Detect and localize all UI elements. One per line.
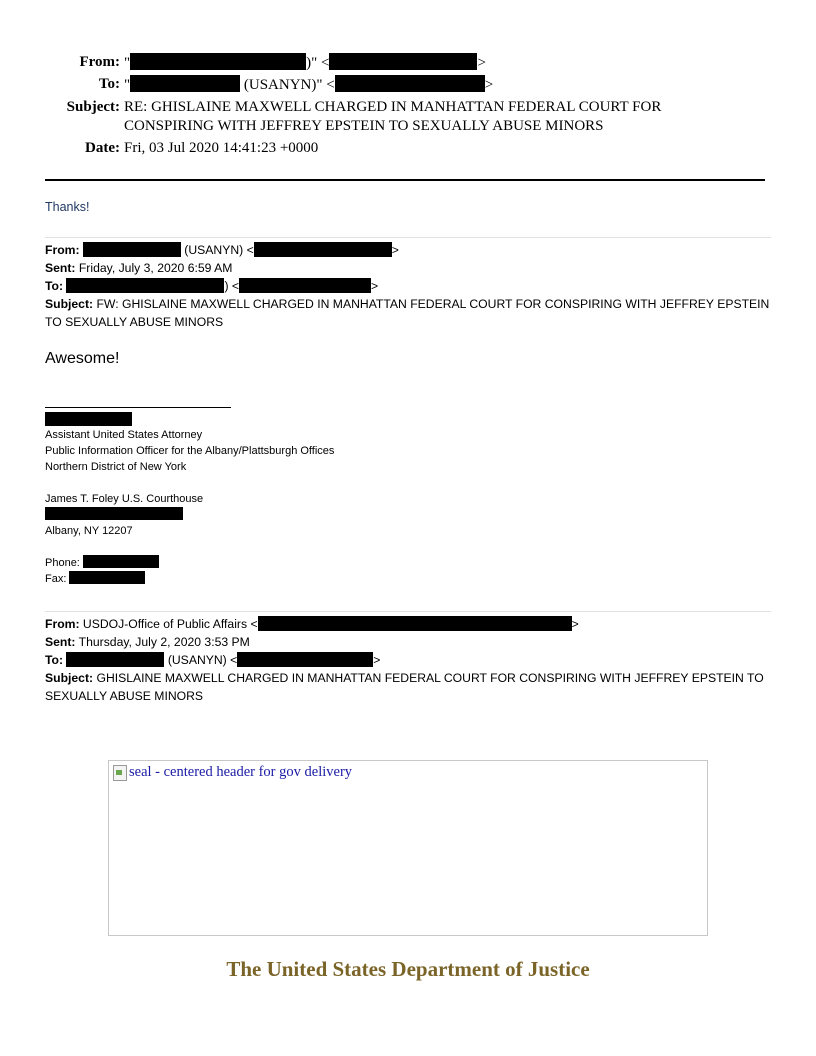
redaction	[83, 555, 159, 568]
redaction	[258, 616, 572, 631]
header-divider	[45, 179, 765, 181]
fw2-subject-row	[45, 669, 771, 705]
address-block	[45, 491, 203, 539]
seal-alt-text: seal - centered header for gov delivery	[129, 764, 353, 780]
redaction	[237, 652, 373, 667]
to-quote: "	[124, 77, 131, 93]
fax-label: Fax:	[45, 573, 67, 585]
fw2-subject-value: GHISLAINE MAXWELL CHARGED IN MANHATTAN FEDERAL COURT FOR CONSPIRING WITH JEFFREY EPSTEIN TO SEXUALLY ABUSE MINORS	[45, 671, 764, 703]
fw1-to-mid: ) <	[224, 279, 239, 293]
phone-label: Phone:	[45, 557, 80, 569]
fw2-sent-value: Thursday, July 2, 2020 3:53 PM	[78, 635, 250, 649]
fw2-sent-label: Sent:	[45, 635, 76, 649]
phone-row	[45, 555, 159, 571]
signature-block	[45, 427, 334, 475]
subject-label: Subject:	[66, 99, 120, 115]
redaction	[66, 278, 224, 293]
fw1-to-row	[45, 277, 771, 295]
to-value	[124, 75, 493, 95]
subject-line-1: RE: GHISLAINE MAXWELL CHARGED IN MANHATTAN FEDERAL COURT FOR	[124, 99, 662, 115]
date-value: Fri, 03 Jul 2020 14:41:23 +0000	[124, 140, 319, 156]
fw1-from-mid: (USANYN) <	[180, 243, 254, 257]
fw1-from-close: >	[391, 243, 399, 257]
redaction	[45, 507, 183, 520]
reply-text: Thanks!	[45, 200, 90, 214]
redaction	[69, 571, 145, 584]
fw1-subject-value: FW: GHISLAINE MAXWELL CHARGED IN MANHATTAN FEDERAL COURT FOR CONSPIRING WITH JEFFREY EPSTEIN TO SEXUALLY ABUSE MINORS	[45, 297, 770, 329]
separator	[45, 611, 771, 612]
message-body: Awesome!	[45, 350, 120, 367]
to-mid: (USANYN)" <	[240, 77, 335, 93]
seal-image-placeholder[interactable]	[108, 760, 708, 936]
fw1-sent-label: Sent:	[45, 261, 76, 275]
fw1-subject-row	[45, 295, 771, 331]
fw2-to-close: >	[373, 653, 381, 667]
sig-building: James T. Foley U.S. Courthouse	[45, 493, 204, 505]
broken-image[interactable]	[113, 764, 352, 781]
broken-image-icon	[113, 765, 127, 781]
fw2-from-value: USDOJ-Office of Public Affairs <	[82, 617, 258, 631]
fw2-sent-row	[45, 633, 771, 651]
from-quote: "	[124, 55, 131, 71]
sig-role: Public Information Officer for the Albany/Plattsburgh Offices	[45, 445, 335, 457]
fw1-to-close: >	[371, 279, 379, 293]
fw1-from-row	[45, 241, 771, 259]
from-mid: )" <	[306, 55, 330, 71]
redaction	[239, 278, 371, 293]
date-label: Date:	[85, 140, 120, 156]
fax-row	[45, 571, 159, 587]
redaction	[329, 53, 477, 70]
from-value	[124, 53, 486, 73]
to-close: >	[484, 77, 494, 93]
fw2-to-mid: (USANYN) <	[164, 653, 238, 667]
fw2-from-label: From:	[45, 617, 80, 631]
redaction	[130, 53, 306, 70]
sig-title: Assistant United States Attorney	[45, 429, 203, 441]
redaction	[83, 242, 181, 257]
fw1-to-label: To:	[45, 279, 64, 293]
fw1-sent-row	[45, 259, 771, 277]
redaction	[66, 652, 164, 667]
from-label: From:	[79, 54, 120, 70]
forward-header-2	[45, 615, 771, 705]
signature-rule	[45, 407, 231, 408]
fw1-from-label: From:	[45, 243, 80, 257]
redaction	[335, 75, 485, 92]
to-label: To:	[98, 76, 120, 92]
address-redaction-row	[45, 507, 203, 523]
doj-title: The United States Department of Justice	[226, 957, 590, 981]
fw2-subject-label: Subject:	[45, 671, 94, 685]
contact-block	[45, 555, 159, 587]
redaction	[45, 412, 132, 426]
separator	[45, 237, 771, 238]
fw2-to-label: To:	[45, 653, 64, 667]
subject-line-2: CONSPIRING WITH JEFFREY EPSTEIN TO SEXUALLY ABUSE MINORS	[124, 118, 604, 134]
redaction	[130, 75, 240, 92]
sig-city: Albany, NY 12207	[45, 525, 133, 537]
fw2-from-close: >	[571, 617, 579, 631]
forward-header-1	[45, 241, 771, 331]
fw2-to-row	[45, 651, 771, 669]
fw1-sent-value: Friday, July 3, 2020 6:59 AM	[78, 261, 233, 275]
sig-district: Northern District of New York	[45, 461, 187, 473]
redaction	[254, 242, 392, 257]
fw1-subject-label: Subject:	[45, 297, 94, 311]
fw2-from-row	[45, 615, 771, 633]
from-close: >	[477, 55, 486, 71]
